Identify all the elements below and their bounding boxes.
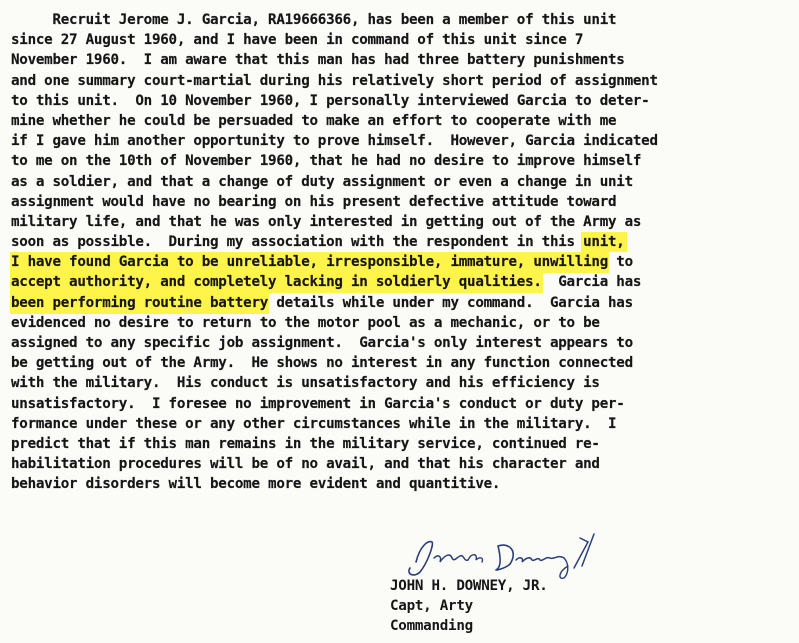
memo-line-highlighted	[11, 293, 791, 313]
memo-line: with the military. His conduct is unsatisfactory and his efficiency is	[11, 375, 600, 392]
memo-line: to me on the 10th of November 1960, that he had no desire to improve himself	[11, 153, 642, 170]
memo-line: unsatisfactory. I foresee no improvement in Garcia's conduct or duty per-	[11, 395, 625, 412]
memo-line-highlighted	[11, 272, 791, 292]
signature-block	[390, 576, 548, 637]
memo-line: if I gave him another opportunity to prove himself. However, Garcia indicated	[11, 133, 658, 150]
highlighted-text: accept authority, and completely lacking in soldierly qualities.	[11, 274, 542, 291]
memo-line: military life, and that he was only interested in getting out of the Army as	[11, 213, 642, 230]
highlighted-text: unit,	[583, 234, 625, 251]
memo-body	[11, 10, 791, 495]
memo-line: assignment would have no bearing on his present defective attitude toward	[11, 193, 617, 210]
memo-line: as a soldier, and that a change of duty assignment or even a change in unit	[11, 173, 633, 190]
memo-line: predict that if this man remains in the military service, continued re-	[11, 435, 600, 452]
memo-line-highlight-start: soon as possible. During my association with the respondent in this unit,	[11, 234, 625, 251]
memo-line: since 27 August 1960, and I have been in command of this unit since 7	[11, 32, 584, 49]
memo-line-tail: Garcia has	[541, 274, 642, 291]
memo-line: mine whether he could be persuaded to make an effort to cooperate with me	[11, 112, 617, 129]
memo-line: November 1960. I am aware that this man has had three battery punishments	[11, 52, 625, 69]
memo-line-highlighted	[11, 252, 791, 272]
memo-line: and one summary court-martial during his relatively short period of assignment	[11, 72, 658, 89]
memo-line: be getting out of the Army. He shows no interest in any function connected	[11, 355, 633, 372]
signer-rank: Capt, Arty	[390, 598, 473, 615]
memo-line: Recruit Jerome J. Garcia, RA19666366, has been a member of this unit	[11, 12, 617, 28]
memo-line: formance under these or any other circumstances while in the military. I	[11, 415, 617, 432]
memo-line-tail: to	[608, 254, 633, 271]
memo-line: evidenced no desire to return to the motor pool as a mechanic, or to be	[11, 314, 600, 331]
signer-name: JOHN H. DOWNEY, JR.	[390, 578, 548, 594]
memo-line: assigned to any specific job assignment. Garcia's only interest appears to	[11, 335, 633, 351]
memo-line: to this unit. On 10 November 1960, I personally interviewed Garcia to deter-	[11, 92, 650, 109]
signer-title: Commanding	[390, 618, 473, 635]
highlighted-text: been performing routine battery	[11, 294, 269, 311]
memo-line: habilitation procedures will be of no avail, and that his character and	[11, 456, 600, 473]
memo-line: behavior disorders will become more evident and quantitive.	[11, 476, 501, 493]
highlighted-text: I have found Garcia to be unreliable, irresponsible, immature, unwilling	[11, 254, 608, 271]
memo-line-tail: details while under my command. Garcia has	[268, 294, 633, 311]
handwritten-signature	[398, 532, 613, 582]
